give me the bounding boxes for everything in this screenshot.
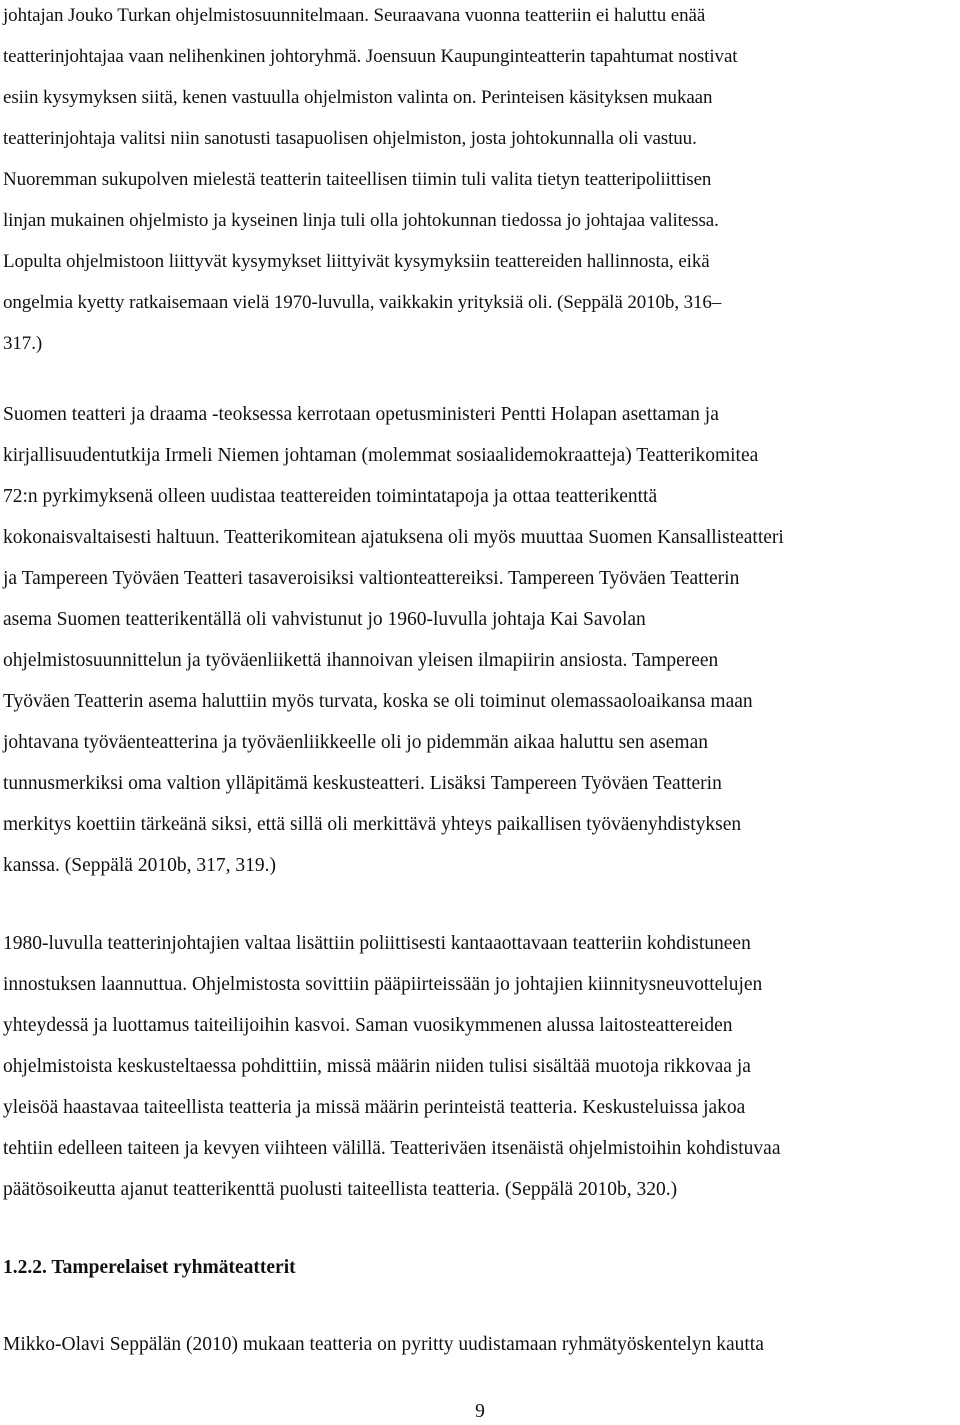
text-line: yleisöä haastavaa taiteellista teatteria ja missä määrin perinteistä teatteria. Keskusteluissa jakoa (3, 1097, 746, 1118)
text-line: yhteydessä ja luottamus taiteilijoihin kasvoi. Saman vuosikymmenen alussa laitosteattereiden (3, 1015, 733, 1036)
text-line: ohjelmistosuunnittelun ja työväenliikettä ihannoivan yleisen ilmapiirin ansiosta. Tampereen (3, 650, 719, 671)
text-line: teatterinjohtajaa vaan nelihenkinen johtoryhmä. Joensuun Kaupunginteatterin tapahtumat nostivat (3, 46, 738, 67)
text-line: teatterinjohtaja valitsi niin sanotusti tasapuolisen ohjelmiston, josta johtokunnalla oli vastuu. (3, 128, 697, 149)
text-line: ja Tampereen Työväen Teatteri tasaveroisiksi valtionteattereiksi. Tampereen Työväen Teatterin (3, 568, 740, 589)
text-line: Suomen teatteri ja draama -teoksessa kerrotaan opetusministeri Pentti Holapan asettaman ja (3, 404, 719, 425)
text-line: kanssa. (Seppälä 2010b, 317, 319.) (3, 855, 276, 876)
text-line: päätösoikeutta ajanut teatterikenttä puolusti taiteellista teatteria. (Seppälä 2010b, 320.) (3, 1179, 678, 1200)
text-line: kirjallisuudentutkija Irmeli Niemen johtaman (molemmat sosiaalidemokraatteja) Teatterikomitea (3, 445, 759, 466)
text-line: asema Suomen teatterikentällä oli vahvistunut jo 1960-luvulla johtaja Kai Savolan (3, 609, 646, 630)
text-line: Nuoremman sukupolven mielestä teatterin taiteellisen tiimin tuli valita tietyn teatteripoliittisen (3, 169, 712, 190)
text-line: johtavana työväenteatterina ja työväenliikkeelle oli jo pidemmän aikaa haluttu sen aseman (3, 732, 708, 753)
text-line: merkitys koettiin tärkeänä siksi, että sillä oli merkittävä yhteys paikallisen työväenyhdistyksen (3, 814, 742, 835)
text-line: Lopulta ohjelmistoon liittyvät kysymykset liittyivät kysymyksiin teattereiden hallinnosta, eikä (3, 251, 710, 272)
text-line: tehtiin edelleen taiteen ja kevyen viihteen välillä. Teatteriväen itsenäistä ohjelmistoihin kohdistuvaa (3, 1138, 781, 1159)
text-line: johtajan Jouko Turkan ohjelmistosuunnitelmaan. Seuraavana vuonna teatteriin ei haluttu enää (3, 5, 706, 26)
text-line: esiin kysymyksen siitä, kenen vastuulla ohjelmiston valinta on. Perinteisen käsityksen mukaan (3, 87, 713, 108)
text-line: ongelmia kyetty ratkaisemaan vielä 1970-luvulla, vaikkakin yrityksiä oli. (Seppälä 2010b, 316– (3, 292, 722, 313)
text-line: 72:n pyrkimyksenä olleen uudistaa teattereiden toimintatapoja ja ottaa teatterikenttä (3, 486, 658, 507)
text-line: 317.) (3, 333, 43, 354)
text-line: Mikko-Olavi Seppälän (2010) mukaan teatteria on pyritty uudistamaan ryhmätyöskentelyn kautta (3, 1334, 764, 1355)
text-line: tunnusmerkiksi oma valtion ylläpitämä keskusteatteri. Lisäksi Tampereen Työväen Teatterin (3, 773, 722, 794)
text-line: innostuksen laannuttua. Ohjelmistosta sovittiin pääpiirteissään jo johtajien kiinnitysneuvottelujen (3, 974, 763, 995)
text-line: Työväen Teatterin asema haluttiin myös turvata, koska se oli toiminut olemassaoloaikansa maan (3, 691, 753, 712)
text-line: linjan mukainen ohjelmisto ja kyseinen linja tuli olla johtokunnan tiedossa jo johtajaa valitessa. (3, 210, 719, 231)
text-line: kokonaisvaltaisesti haltuun. Teatterikomitean ajatuksena oli myös muuttaa Suomen Kansallisteatteri (3, 527, 784, 548)
page-number: 9 (475, 1401, 485, 1422)
section-heading: 1.2.2. Tamperelaiset ryhmäteatterit (3, 1257, 296, 1278)
text-line: 1980-luvulla teatterinjohtajien valtaa lisättiin poliittisesti kantaaottavaan teatteriin kohdistuneen (3, 933, 751, 954)
text-line: ohjelmistoista keskusteltaessa pohdittiin, missä määrin niiden tulisi sisältää muotoja rikkovaa ja (3, 1056, 751, 1077)
